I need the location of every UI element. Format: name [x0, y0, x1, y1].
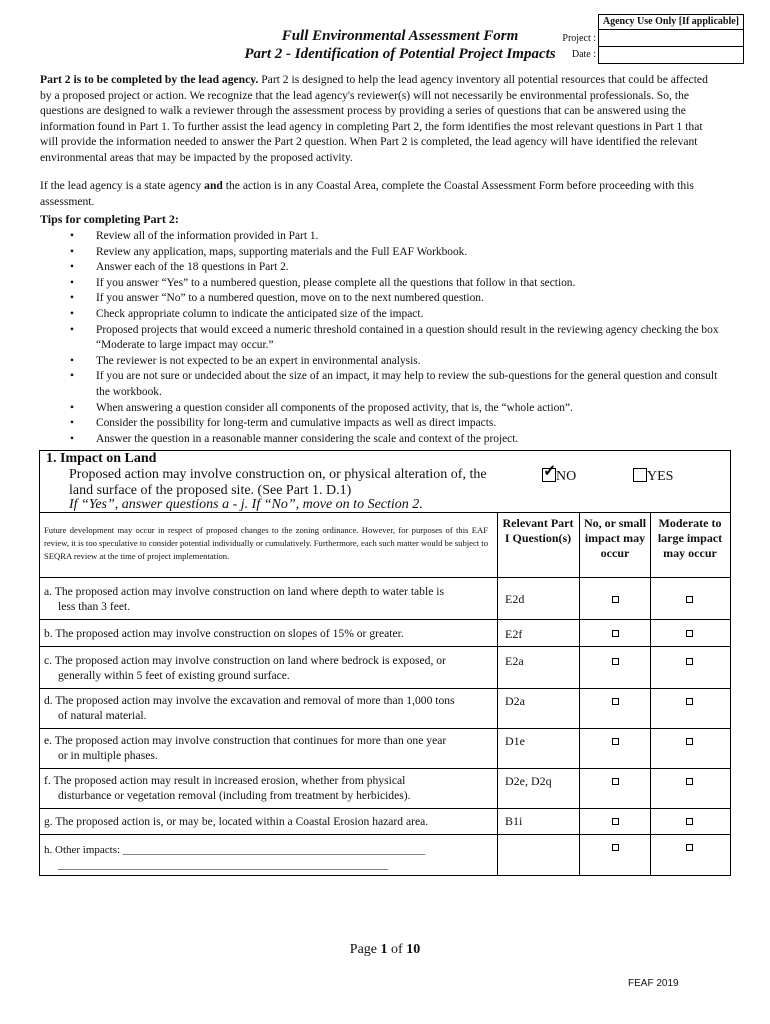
- impact-row-a: [44, 585, 490, 614]
- impact-row-g: [44, 815, 490, 830]
- agency-use-label: Agency Use Only [If applicable]: [598, 14, 744, 30]
- row-d-text-cont: of natural material.: [58, 708, 147, 722]
- project-date-box[interactable]: [598, 30, 744, 64]
- tip-item: • Check appropriate column to indicate the anticipated size of the impact.: [70, 307, 730, 323]
- col-relevant-header: Relevant Part I Question(s): [502, 516, 574, 545]
- page-total: 10: [406, 942, 421, 957]
- no-checkbox[interactable]: [542, 468, 556, 482]
- section-title: 1. Impact on Land: [46, 451, 157, 466]
- tip-item: • Answer the question in a reasonable manner considering the scale and context of the project.: [70, 432, 730, 448]
- tip-item: • Answer each of the 18 questions in Part 2.: [70, 260, 730, 276]
- impact-row-b: [44, 627, 490, 642]
- row-e-text-cont: or in multiple phases.: [58, 748, 158, 762]
- row-a-moderate-checkbox[interactable]: [686, 596, 693, 603]
- form-title: Full Environmental Assessment Form: [281, 28, 519, 44]
- row-d-question: D2a: [505, 694, 525, 708]
- row-d-small-checkbox[interactable]: [612, 698, 619, 705]
- row-b-moderate-checkbox[interactable]: [686, 630, 693, 637]
- row-d-moderate-checkbox[interactable]: [686, 698, 693, 705]
- row-e-moderate-checkbox[interactable]: [686, 738, 693, 745]
- row-f-text-cont: disturbance or vegetation removal (including from treatment by herbicides).: [58, 788, 411, 802]
- tip-item: • Review any application, maps, supporting materials and the Full EAF Workbook.: [70, 245, 730, 261]
- yes-label: YES: [647, 469, 674, 484]
- row-b-text: b. The proposed action may involve construction on slopes of 15% or greater.: [44, 627, 404, 640]
- section-instructions: If “Yes”, answer questions a - j. If “No”, move on to Section 2.: [69, 497, 423, 512]
- row-c-text-cont: generally within 5 feet of existing ground surface.: [58, 668, 290, 682]
- impact-row-h[interactable]: [44, 843, 490, 872]
- date-label: Date :: [571, 49, 596, 60]
- row-f-small-checkbox[interactable]: [612, 778, 619, 785]
- tip-item: • Review all of the information provided in Part 1.: [70, 229, 730, 245]
- other-impacts-field[interactable]: h. Other impacts: _______________________________________________________: [44, 844, 426, 856]
- tip-item: • When answering a question consider all components of the proposed activity, that is, the “whole action”.: [70, 401, 730, 417]
- other-impacts-field-cont[interactable]: ____________________________________________________________: [58, 858, 388, 871]
- tip-item: • The reviewer is not expected to be an expert in environmental analysis.: [70, 354, 730, 370]
- coastal-text-a: If the lead agency is a state agency: [40, 179, 205, 192]
- page-of: of: [387, 942, 407, 957]
- coastal-bold: and: [204, 179, 223, 192]
- row-e-question: D1e: [505, 734, 525, 748]
- row-g-moderate-checkbox[interactable]: [686, 818, 693, 825]
- tips-title: Tips for completing Part 2:: [40, 212, 179, 226]
- row-c-small-checkbox[interactable]: [612, 658, 619, 665]
- coastal-paragraph: [40, 178, 722, 209]
- impact-row-f: [44, 774, 490, 803]
- row-d-text: d. The proposed action may involve the excavation and removal of more than 1,000 tons: [44, 694, 455, 707]
- development-note: Future development may occur in respect of proposed changes to the zoning ordinance. However, for purposes of this EAF review, it is too speculative to consider potential individually or cumulatively. Furthermore, each such matter would be subject to SEQRA review at the time of project implementation.: [44, 525, 488, 561]
- row-f-text: f. The proposed action may result in increased erosion, whether from physical: [44, 774, 406, 787]
- row-g-small-checkbox[interactable]: [612, 818, 619, 825]
- row-b-small-checkbox[interactable]: [612, 630, 619, 637]
- tip-item: • If you answer “No” to a numbered question, move on to the next numbered question.: [70, 291, 730, 307]
- page-prefix: Page: [349, 942, 381, 957]
- form-subtitle: Part 2 - Identification of Potential Project Impacts: [244, 46, 556, 62]
- col-small-impact-header: No, or small impact may occur: [583, 516, 647, 560]
- coastal-text-b: the action is in any Coastal Area, complete the Coastal Assessment Form before proceeding with this assessment.: [40, 179, 694, 208]
- row-g-text: g. The proposed action is, or may be, located within a Coastal Erosion hazard area.: [44, 815, 429, 828]
- row-a-text-cont: less than 3 feet.: [58, 599, 131, 613]
- tip-item: • Consider the possibility for long-term and cumulative impacts as well as direct impacts.: [70, 416, 730, 432]
- section-description: Proposed action may involve construction on, or physical alteration of, the land surface of the proposed site. (See Part 1. D.1): [69, 467, 487, 498]
- tips-list: [70, 229, 730, 447]
- row-g-question: B1i: [505, 814, 523, 828]
- tip-item: • If you answer “Yes” to a numbered question, please complete all the questions that follow in that section.: [70, 276, 730, 292]
- intro-lead-bold: Part 2 is to be completed by the lead agency.: [40, 73, 259, 86]
- row-a-question: E2d: [505, 592, 525, 606]
- page-number: [0, 942, 770, 958]
- row-a-text: a. The proposed action may involve construction on land where depth to water table is: [44, 585, 444, 598]
- row-h-small-checkbox[interactable]: [612, 844, 619, 851]
- row-f-question: D2e, D2q: [505, 774, 552, 788]
- row-c-text: c. The proposed action may involve construction on land where bedrock is exposed, or: [44, 654, 446, 667]
- row-b-question: E2f: [505, 627, 523, 641]
- col-moderate-impact-header: Moderate to large impact may occur: [657, 516, 723, 560]
- yes-checkbox[interactable]: [633, 468, 647, 482]
- form-code: FEAF 2019: [628, 978, 679, 989]
- row-c-question: E2a: [505, 654, 524, 668]
- page-current: 1: [380, 942, 388, 957]
- row-h-moderate-checkbox[interactable]: [686, 844, 693, 851]
- intro-lead-text: Part 2 is designed to help the lead agency inventory all potential resources that could be affected by a proposed project or action. We recognize that the lead agency's reviewer(s) will not necessarily be environmental professionals. So, the questions are designed to walk a reviewer through the assessment process by providing a series of questions that can be answered using the information found in Part 1. To further assist the lead agency in completing Part 2, the form identifies the most relevant questions in Part 1 that will provide the information needed to answer the Part 2 question. When Part 2 is completed, the lead agency will have identified the relevant environmental areas that may be impacted by the proposed activity.: [40, 73, 708, 164]
- row-f-moderate-checkbox[interactable]: [686, 778, 693, 785]
- row-e-small-checkbox[interactable]: [612, 738, 619, 745]
- impact-row-e: [44, 734, 490, 763]
- intro-paragraph: [40, 72, 722, 165]
- no-label: NO: [556, 469, 577, 484]
- yes-option[interactable]: [633, 468, 673, 485]
- project-label: Project :: [562, 33, 596, 44]
- no-option[interactable]: [542, 468, 576, 485]
- row-c-moderate-checkbox[interactable]: [686, 658, 693, 665]
- impact-row-c: [44, 654, 490, 683]
- row-a-small-checkbox[interactable]: [612, 596, 619, 603]
- tip-item: • If you are not sure or undecided about the size of an impact, it may help to review the sub-questions for the general question and consult the workbook.: [70, 369, 730, 400]
- row-e-text: e. The proposed action may involve construction that continues for more than one year: [44, 734, 447, 747]
- tip-item: • Proposed projects that would exceed a numeric threshold contained in a question should result in the reviewing agency checking the box “Moderate to large impact may occur.”: [70, 323, 730, 354]
- impact-row-d: [44, 694, 490, 723]
